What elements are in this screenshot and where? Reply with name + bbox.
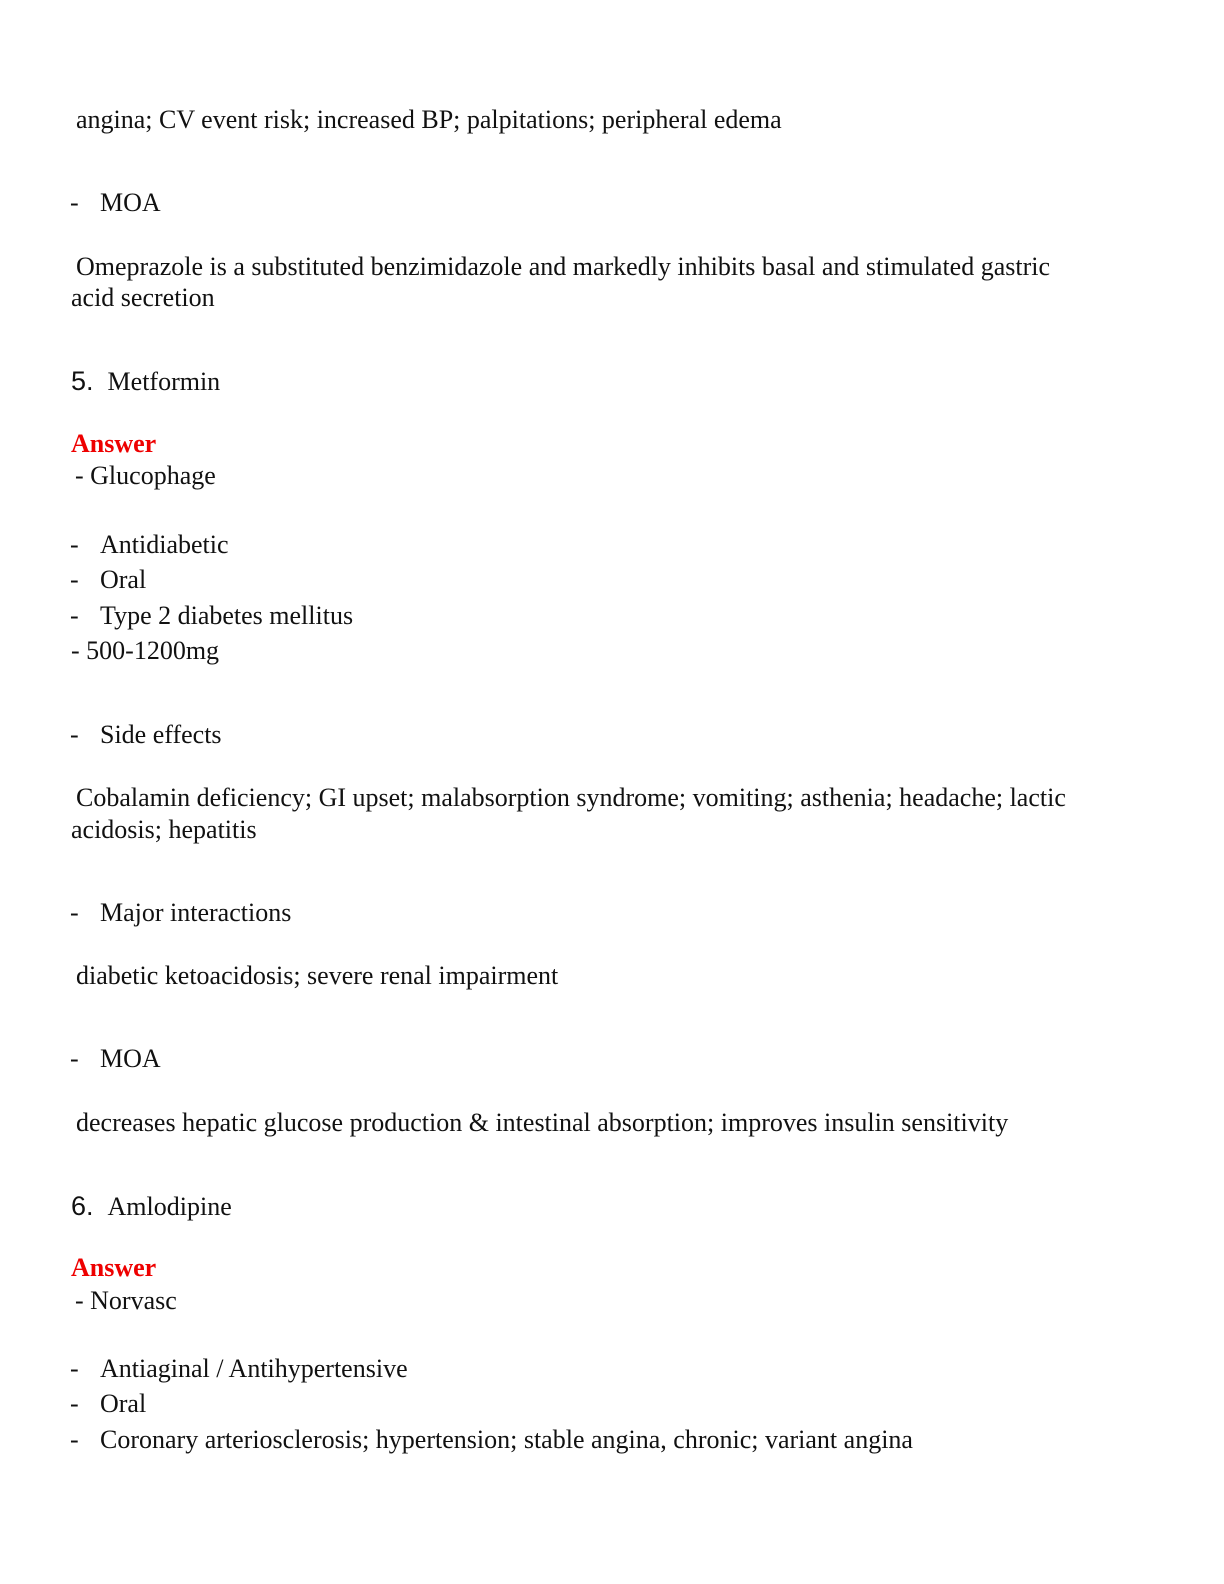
moa-heading-label: MOA — [100, 1044, 161, 1073]
drug-class — [70, 529, 229, 561]
drug-dose: - 500-1200mg — [71, 636, 220, 665]
drug-class — [70, 1353, 408, 1385]
bullet-dash: - — [70, 188, 79, 217]
drug-name: Metformin — [107, 367, 221, 396]
bullet-dash: - — [70, 601, 79, 630]
drug-indication — [70, 600, 353, 632]
answer-label: Answer — [71, 1253, 157, 1282]
bullet-dash: - — [70, 530, 79, 559]
item-number: 5. — [71, 366, 94, 396]
drug-route-label: Oral — [100, 565, 147, 594]
drug-class-label: Antidiabetic — [100, 530, 229, 559]
brand-name: - Norvasc — [75, 1286, 177, 1315]
drug-class-label: Antiaginal / Antihypertensive — [100, 1354, 408, 1383]
bullet-dash: - — [70, 1354, 79, 1383]
drug-heading-metformin — [71, 365, 220, 398]
drug-indication-label: Type 2 diabetes mellitus — [100, 601, 354, 630]
bullet-dash: - — [70, 1389, 79, 1418]
side-effects-heading-label: Side effects — [100, 720, 222, 749]
drug-heading-amlodipine — [71, 1190, 232, 1223]
interactions-heading — [70, 897, 291, 929]
side-effects-text: angina; CV event risk; increased BP; palpitations; peripheral edema — [76, 105, 782, 134]
moa-heading — [70, 187, 161, 219]
drug-indication-label: Coronary arteriosclerosis; hypertension; stable angina, chronic; variant angina — [100, 1425, 913, 1454]
moa-text: decreases hepatic glucose production & intestinal absorption; improves insulin sensitivity — [76, 1108, 1009, 1137]
moa-text-line: acid secretion — [71, 283, 215, 312]
drug-route — [70, 564, 146, 596]
bullet-dash: - — [70, 565, 79, 594]
moa-heading-label: MOA — [100, 188, 161, 217]
item-number: 6. — [71, 1191, 94, 1221]
drug-name: Amlodipine — [107, 1192, 232, 1221]
side-effects-text-line: Cobalamin deficiency; GI upset; malabsorption syndrome; vomiting; asthenia; headache; lactic — [76, 783, 1066, 812]
drug-route — [70, 1388, 146, 1420]
interactions-text: diabetic ketoacidosis; severe renal impairment — [76, 961, 559, 990]
side-effects-heading — [70, 719, 222, 751]
bullet-dash: - — [70, 1044, 79, 1073]
answer-label: Answer — [71, 429, 157, 458]
moa-heading — [70, 1043, 161, 1075]
drug-route-label: Oral — [100, 1389, 147, 1418]
bullet-dash: - — [70, 720, 79, 749]
brand-name: - Glucophage — [75, 461, 216, 490]
moa-text-line: Omeprazole is a substituted benzimidazole and markedly inhibits basal and stimulated gastric — [76, 252, 1051, 281]
side-effects-text-line: acidosis; hepatitis — [71, 815, 257, 844]
bullet-dash: - — [70, 1425, 79, 1454]
drug-indication — [70, 1424, 913, 1456]
interactions-heading-label: Major interactions — [100, 898, 292, 927]
bullet-dash: - — [70, 898, 79, 927]
